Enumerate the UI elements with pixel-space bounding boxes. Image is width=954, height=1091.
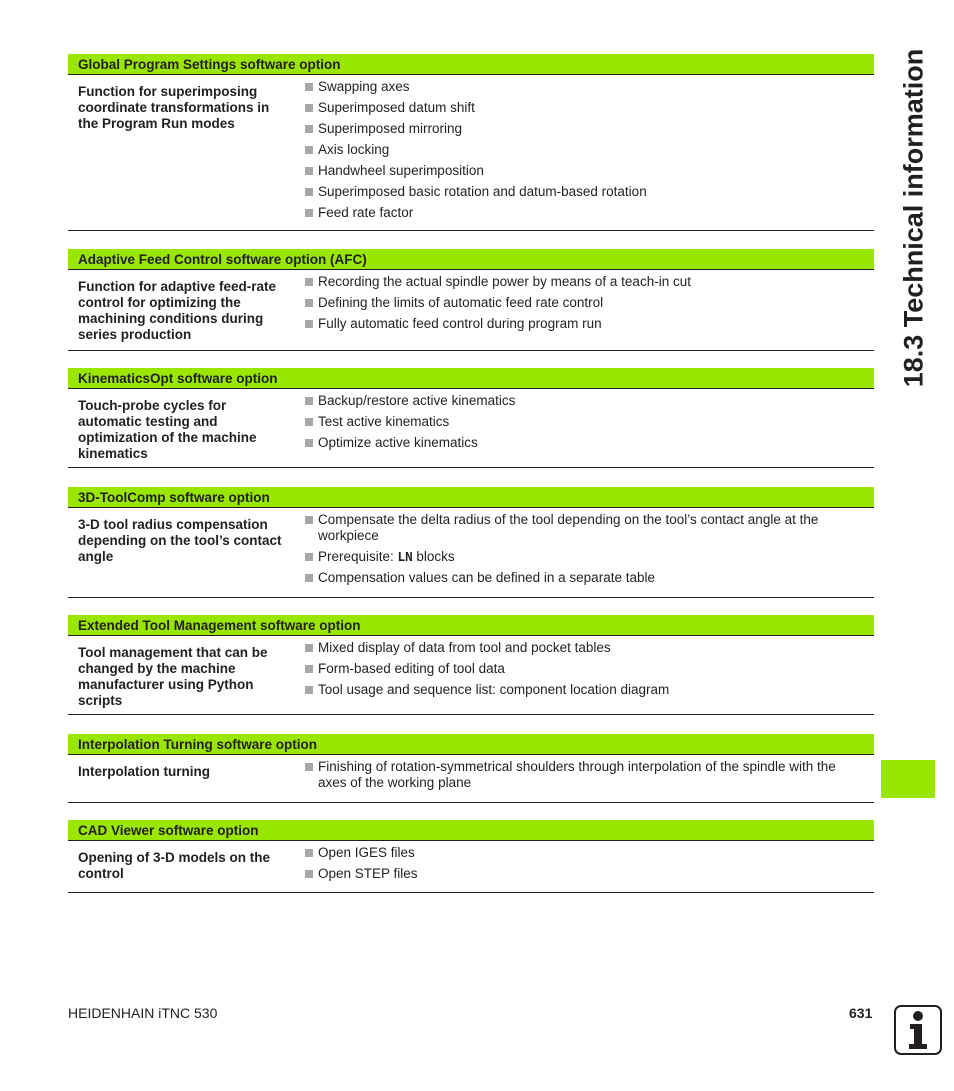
list-item: Open IGES files: [305, 845, 868, 861]
section-description: Touch-probe cycles for automatic testing and optimization of the machine kinematics: [78, 398, 257, 461]
section-description: 3-D tool radius compensation depending on the tool’s contact angle: [78, 517, 282, 564]
section-body: [68, 75, 874, 231]
list-item: Feed rate factor: [305, 205, 868, 221]
code-ln: LN: [397, 549, 413, 564]
list-item: Optimize active kinematics: [305, 435, 868, 451]
square-bullet-icon: [305, 686, 313, 694]
section-body: [68, 841, 874, 893]
section-3d-toolcomp: [68, 487, 874, 598]
feature-list: [305, 79, 868, 226]
square-bullet-icon: [305, 665, 313, 673]
list-item: Fully automatic feed control during program run: [305, 316, 868, 332]
section-description: Interpolation turning: [78, 764, 210, 779]
square-bullet-icon: [305, 167, 313, 175]
list-item: Compensate the delta radius of the tool depending on the tool’s contact angle at the workpiece: [305, 512, 868, 544]
section-header: KinematicsOpt software option: [68, 368, 874, 389]
square-bullet-icon: [305, 516, 313, 524]
square-bullet-icon: [305, 870, 313, 878]
list-item: Form-based editing of tool data: [305, 661, 868, 677]
list-item: Defining the limits of automatic feed rate control: [305, 295, 868, 311]
list-item: Axis locking: [305, 142, 868, 158]
list-item: Compensation values can be defined in a separate table: [305, 570, 868, 586]
section-header: Adaptive Feed Control software option (AFC): [68, 249, 874, 270]
feature-list: [305, 274, 868, 337]
side-title-text: 18.3 Technical information: [898, 48, 929, 388]
square-bullet-icon: [305, 418, 313, 426]
feature-list: [305, 393, 868, 456]
square-bullet-icon: [305, 849, 313, 857]
section-description: Function for adaptive feed-rate control for optimizing the machining conditions during series production: [78, 279, 277, 342]
list-item: Recording the actual spindle power by means of a teach-in cut: [305, 274, 868, 290]
chapter-tab-marker: [881, 760, 935, 798]
list-item: Prerequisite: LN blocks: [305, 549, 868, 565]
feature-list: [305, 640, 868, 703]
feature-list: [305, 845, 868, 887]
footer-product-name: HEIDENHAIN iTNC 530: [68, 1005, 218, 1021]
square-bullet-icon: [305, 644, 313, 652]
list-item: Test active kinematics: [305, 414, 868, 430]
section-header: CAD Viewer software option: [68, 820, 874, 841]
square-bullet-icon: [305, 104, 313, 112]
section-cad-viewer: [68, 820, 874, 893]
section-body: [68, 270, 874, 351]
list-item: Backup/restore active kinematics: [305, 393, 868, 409]
section-body: [68, 636, 874, 715]
square-bullet-icon: [305, 146, 313, 154]
square-bullet-icon: [305, 209, 313, 217]
info-glyph-icon: [904, 1010, 932, 1050]
square-bullet-icon: [305, 278, 313, 286]
section-body: [68, 389, 874, 468]
square-bullet-icon: [305, 188, 313, 196]
section-body: [68, 508, 874, 598]
section-interpolation-turning: [68, 734, 874, 803]
section-header: 3D-ToolComp software option: [68, 487, 874, 508]
section-description: Opening of 3-D models on the control: [78, 850, 270, 881]
list-item: Finishing of rotation-symmetrical shoulders through interpolation of the spindle with the axes of the working plane: [305, 759, 868, 791]
feature-list: [305, 512, 868, 591]
list-item: Superimposed basic rotation and datum-based rotation: [305, 184, 868, 200]
square-bullet-icon: [305, 299, 313, 307]
square-bullet-icon: [305, 439, 313, 447]
list-item: Handwheel superimposition: [305, 163, 868, 179]
info-icon: [894, 1005, 942, 1055]
list-item: Superimposed mirroring: [305, 121, 868, 137]
list-item: Superimposed datum shift: [305, 100, 868, 116]
square-bullet-icon: [305, 83, 313, 91]
list-item: Mixed display of data from tool and pocket tables: [305, 640, 868, 656]
list-item: Swapping axes: [305, 79, 868, 95]
section-header: Interpolation Turning software option: [68, 734, 874, 755]
square-bullet-icon: [305, 763, 313, 771]
square-bullet-icon: [305, 397, 313, 405]
page-number: 631: [849, 1005, 873, 1021]
square-bullet-icon: [305, 320, 313, 328]
feature-list: [305, 759, 868, 796]
section-header: Extended Tool Management software option: [68, 615, 874, 636]
section-description: Tool management that can be changed by the machine manufacturer using Python scripts: [78, 645, 268, 708]
square-bullet-icon: [305, 553, 313, 561]
section-side-title: [893, 48, 935, 388]
section-extended-tool-management: [68, 615, 874, 715]
section-adaptive-feed-control: [68, 249, 874, 351]
section-global-program-settings: [68, 54, 874, 231]
list-item: Tool usage and sequence list: component location diagram: [305, 682, 868, 698]
square-bullet-icon: [305, 574, 313, 582]
square-bullet-icon: [305, 125, 313, 133]
section-header: Global Program Settings software option: [68, 54, 874, 75]
section-kinematicsopt: [68, 368, 874, 468]
list-item: Open STEP files: [305, 866, 868, 882]
section-description: Function for superimposing coordinate transformations in the Program Run modes: [78, 84, 270, 131]
section-body: [68, 755, 874, 803]
